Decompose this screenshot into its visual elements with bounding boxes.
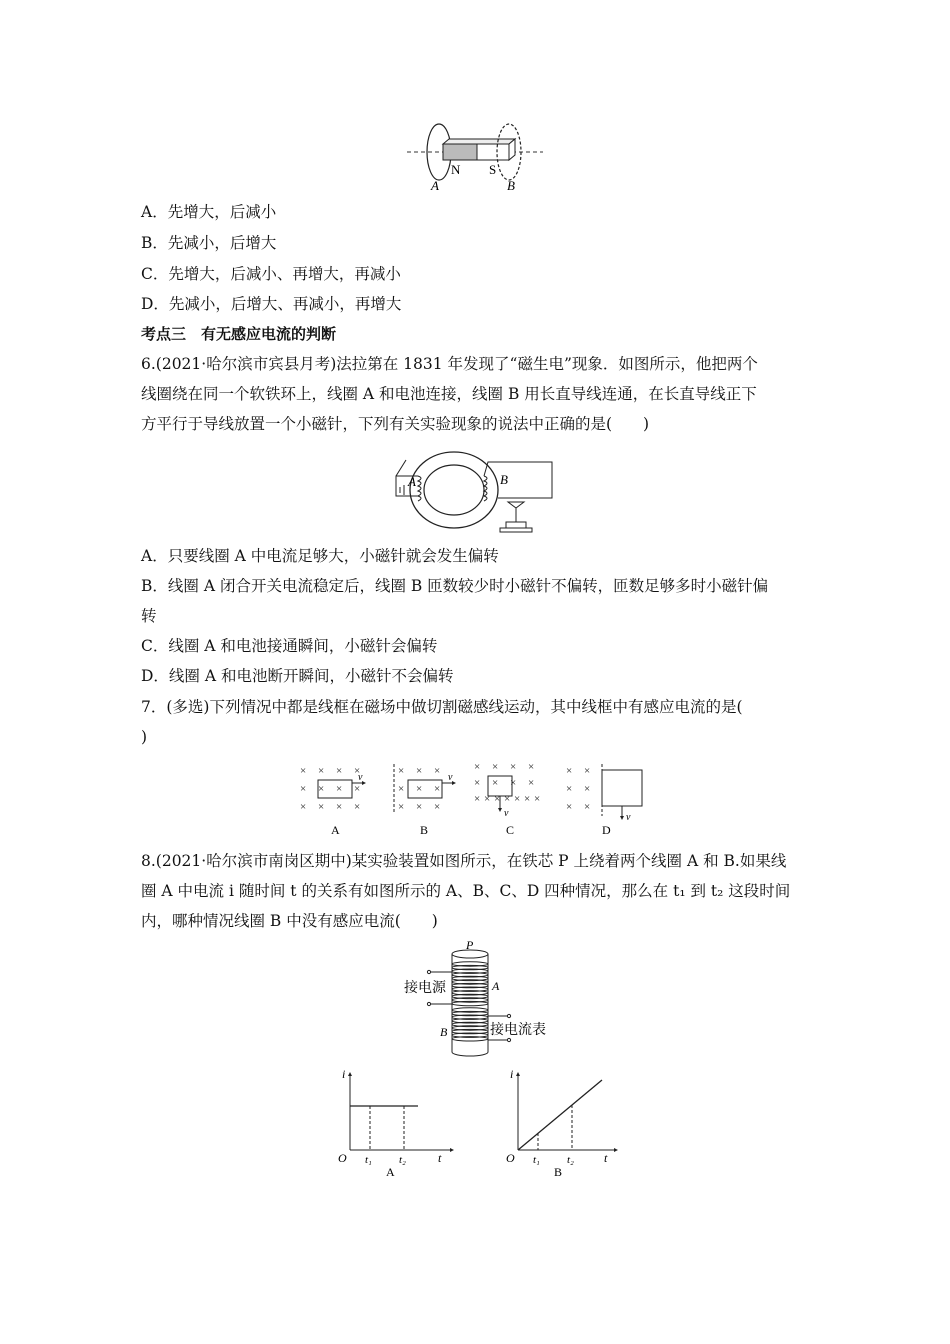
field-cross-mark: × bbox=[398, 801, 405, 813]
field-cross-mark: × bbox=[474, 793, 481, 805]
q8-stem-line2: 圈 A 中电流 i 随时间 t 的关系有如图所示的 A、B、C、D 四种情况，那么在 t₁ 到 t₂ 这段时间 bbox=[141, 882, 791, 900]
q7-stem-line1: 7．(多选)下列情况中都是线框在磁场中做切割磁感线运动，其中线框中有感应电流的是( bbox=[141, 698, 743, 716]
iron-ring-figure bbox=[388, 446, 558, 542]
section-heading: 考点三 有无感应电流的判断 bbox=[141, 325, 337, 343]
field-cross-mark: × bbox=[584, 783, 591, 795]
field-cross-mark: × bbox=[398, 765, 405, 777]
q5-option-c: C．先增大，后减小、再增大，再减小 bbox=[141, 265, 401, 283]
field-cross-mark: × bbox=[566, 765, 573, 777]
q5-option-d: D．先减小，后增大、再减小，再增大 bbox=[141, 295, 402, 313]
field-cross-mark: × bbox=[336, 765, 343, 777]
fig6-label-B: B bbox=[500, 472, 508, 487]
field-cross-mark: × bbox=[514, 793, 521, 805]
fig6-label-A: A bbox=[408, 474, 416, 489]
field-cross-mark: × bbox=[398, 783, 405, 795]
field-cross-mark: × bbox=[434, 801, 441, 813]
field-cross-mark: × bbox=[494, 793, 501, 805]
core-label-P: P bbox=[466, 940, 474, 952]
q7-label-d: D bbox=[602, 823, 611, 837]
ammeter-label: 接电流表 bbox=[490, 1023, 546, 1038]
q7-label-c: C bbox=[506, 823, 515, 837]
field-cross-mark: × bbox=[510, 777, 517, 789]
label-loop-B: B bbox=[507, 178, 515, 193]
field-cross-mark: × bbox=[492, 761, 499, 773]
field-cross-mark: × bbox=[336, 783, 343, 795]
field-cross-mark: × bbox=[434, 765, 441, 777]
field-cross-mark: × bbox=[584, 801, 591, 813]
q7-stem-line2: ) bbox=[141, 728, 148, 746]
graph-a-t2: t₂ bbox=[399, 1154, 406, 1166]
graph-a-label: A bbox=[386, 1165, 395, 1178]
power-source-label: 接电源 bbox=[404, 981, 446, 996]
field-cross-mark: × bbox=[318, 783, 325, 795]
field-cross-mark: × bbox=[300, 765, 307, 777]
graph-a-t: t bbox=[438, 1151, 442, 1165]
graph-b-label: B bbox=[554, 1165, 563, 1178]
label-S: S bbox=[489, 162, 497, 177]
field-cross-mark: × bbox=[300, 783, 307, 795]
field-cross-mark: × bbox=[416, 765, 423, 777]
graph-a-i: i bbox=[342, 1067, 346, 1081]
field-cross-mark: × bbox=[318, 765, 325, 777]
q6-option-c: C．线圈 A 和电池接通瞬间，小磁针会偏转 bbox=[141, 637, 438, 655]
q6-option-b-line2: 转 bbox=[141, 607, 157, 625]
field-cross-mark: × bbox=[504, 793, 511, 805]
coil-label-B: B bbox=[440, 1025, 448, 1039]
graph-b-i: i bbox=[510, 1067, 514, 1081]
field-cross-mark: × bbox=[416, 783, 423, 795]
field-cross-mark: × bbox=[354, 765, 361, 777]
field-cross-mark: × bbox=[300, 801, 307, 813]
field-cross-mark: × bbox=[510, 761, 517, 773]
q6-stem-line3: 方平行于导线放置一个小磁针，下列有关实验现象的说法中正确的是( ) bbox=[141, 415, 650, 433]
field-cross-mark: × bbox=[318, 801, 325, 813]
field-cross-mark: × bbox=[474, 761, 481, 773]
field-cross-mark: × bbox=[492, 777, 499, 789]
field-cross-mark: × bbox=[566, 801, 573, 813]
q7-v-d: v bbox=[626, 812, 631, 823]
field-cross-mark: × bbox=[354, 801, 361, 813]
q8-stem-line3: 内，哪种情况线圈 B 中没有感应电流( ) bbox=[141, 912, 438, 930]
q5-option-a: A．先增大，后减小 bbox=[141, 203, 277, 221]
field-cross-mark: × bbox=[484, 793, 491, 805]
graph-a-t1: t₁ bbox=[365, 1154, 372, 1166]
q7-label-a: A bbox=[331, 823, 340, 837]
q7-v-c: v bbox=[504, 808, 509, 819]
field-cross-mark: × bbox=[474, 777, 481, 789]
field-cross-mark: × bbox=[416, 801, 423, 813]
field-cross-mark: × bbox=[354, 783, 361, 795]
field-cross-mark: × bbox=[566, 783, 573, 795]
graph-a bbox=[330, 1066, 460, 1178]
q6-stem-line2: 线圈绕在同一个软铁环上，线圈 A 和电池连接，线圈 B 用长直导线连通，在长直导线正下 bbox=[141, 385, 757, 403]
graph-b-O: O bbox=[506, 1151, 515, 1165]
field-cross-mark: × bbox=[434, 783, 441, 795]
graph-b-t2: t₂ bbox=[567, 1154, 574, 1166]
q6-option-b-line1: B．线圈 A 闭合开关电流稳定后，线圈 B 匝数较少时小磁针不偏转，匝数足够多时小磁针偏 bbox=[141, 577, 769, 595]
field-panels-figure bbox=[296, 760, 656, 838]
label-N: N bbox=[451, 162, 461, 177]
field-cross-mark: × bbox=[336, 801, 343, 813]
q6-option-d: D．线圈 A 和电池断开瞬间，小磁针不会偏转 bbox=[141, 667, 454, 685]
q5-option-b: B．先减小，后增大 bbox=[141, 234, 277, 252]
label-loop-A: A bbox=[431, 178, 439, 193]
coil-label-A: A bbox=[492, 979, 500, 993]
graph-b bbox=[498, 1066, 628, 1178]
graph-b-t: t bbox=[604, 1151, 608, 1165]
q7-label-b: B bbox=[420, 823, 429, 837]
q6-stem-line1: 6.(2021·哈尔滨市宾县月考)法拉第在 1831 年发现了“磁生电”现象．如图所示，他把两个 bbox=[141, 355, 758, 373]
q7-v-a: v bbox=[358, 772, 363, 783]
field-cross-mark: × bbox=[528, 761, 535, 773]
q8-stem-line1: 8.(2021·哈尔滨市南岗区期中)某实验装置如图所示，在铁芯 P 上绕着两个线圈 A 和 B.如果线 bbox=[141, 852, 787, 870]
q7-v-b: v bbox=[448, 772, 453, 783]
q6-option-a: A．只要线圈 A 中电流足够大，小磁针就会发生偏转 bbox=[141, 547, 499, 565]
iron-core-figure bbox=[400, 940, 560, 1058]
field-cross-mark: × bbox=[584, 765, 591, 777]
field-cross-mark: × bbox=[528, 777, 535, 789]
field-cross-mark: × bbox=[534, 793, 541, 805]
graph-b-t1: t₁ bbox=[533, 1154, 540, 1166]
magnet-loops-figure bbox=[405, 122, 545, 194]
field-cross-mark: × bbox=[524, 793, 531, 805]
graph-a-O: O bbox=[338, 1151, 347, 1165]
